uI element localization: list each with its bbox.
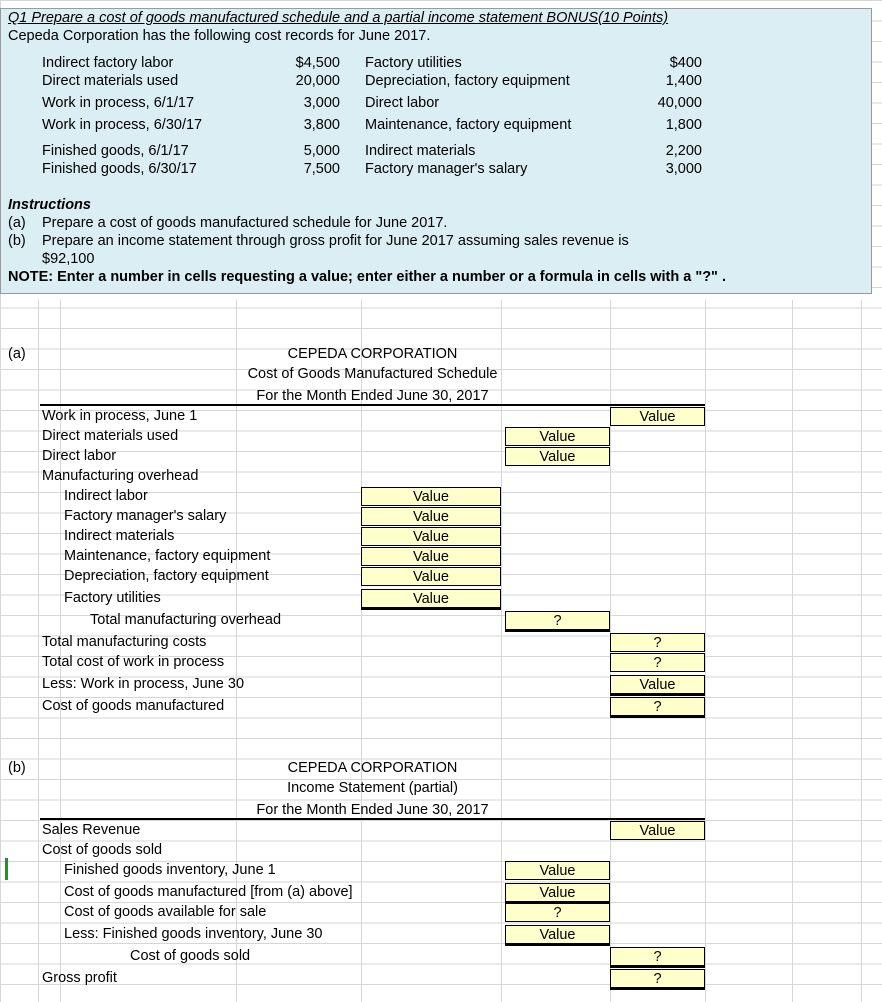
overhead-item-label: Depreciation, factory equipment bbox=[64, 568, 269, 584]
direct-labor-input[interactable]: Value bbox=[505, 447, 610, 466]
cogm-from-a-input[interactable]: Value bbox=[505, 883, 610, 904]
gross-profit-input[interactable]: ? bbox=[610, 969, 705, 990]
dm-used-label: Direct materials used bbox=[42, 428, 179, 444]
instructions-heading: Instructions bbox=[8, 197, 91, 213]
record-label: Indirect factory labor bbox=[42, 55, 174, 71]
cogm-label: Cost of goods manufactured bbox=[42, 698, 225, 714]
cogm-input[interactable]: ? bbox=[610, 697, 705, 718]
dm-used-input[interactable]: Value bbox=[505, 427, 610, 446]
overhead-item-input[interactable]: Value bbox=[361, 487, 501, 506]
record-label: Work in process, 6/1/17 bbox=[42, 95, 195, 111]
cost-available-input[interactable]: ? bbox=[505, 903, 610, 922]
overhead-item-label: Maintenance, factory equipment bbox=[64, 548, 271, 564]
cogs-label: Cost of goods sold bbox=[130, 948, 251, 964]
cogm-from-a-label: Cost of goods manufactured [from (a) above] bbox=[64, 884, 353, 900]
overhead-item-label: Factory manager's salary bbox=[64, 508, 227, 524]
question-title: Q1 Prepare a cost of goods manufactured schedule and a partial income statement BONUS(10 Points) bbox=[8, 10, 669, 26]
cost-available-label: Cost of goods available for sale bbox=[64, 904, 267, 920]
total-overhead-label: Total manufacturing overhead bbox=[90, 612, 282, 628]
record-label: Work in process, 6/30/17 bbox=[42, 117, 203, 133]
overhead-item-input[interactable]: Value bbox=[361, 567, 501, 586]
overhead-item-label: Factory utilities bbox=[64, 590, 161, 606]
record-value: 3,800 bbox=[303, 117, 340, 133]
total-cost-wip-input[interactable]: ? bbox=[610, 653, 705, 672]
record-label: Maintenance, factory equipment bbox=[365, 117, 572, 133]
record-label: Direct labor bbox=[365, 95, 440, 111]
record-value: $400 bbox=[669, 55, 702, 71]
record-value: 3,000 bbox=[303, 95, 340, 111]
overhead-item-input[interactable]: Value bbox=[361, 527, 501, 546]
overhead-item-input[interactable]: Value bbox=[361, 507, 501, 526]
sales-revenue-label: Sales Revenue bbox=[42, 822, 141, 838]
instruction-tag: (a) bbox=[8, 215, 26, 231]
part-a-tag: (a) bbox=[8, 346, 26, 362]
wip-start-label: Work in process, June 1 bbox=[42, 408, 198, 424]
fg-start-label: Finished goods inventory, June 1 bbox=[64, 862, 276, 878]
total-cost-wip-label: Total cost of work in process bbox=[42, 654, 225, 670]
record-value: 1,800 bbox=[665, 117, 702, 133]
record-value: 1,400 bbox=[665, 73, 702, 89]
overhead-item-label: Indirect materials bbox=[64, 528, 175, 544]
instruction-b-amount: $92,100 bbox=[42, 251, 95, 267]
fg-start-input[interactable]: Value bbox=[505, 861, 610, 880]
income-statement-period: For the Month Ended June 30, 2017 bbox=[256, 802, 489, 818]
record-value: 40,000 bbox=[657, 95, 702, 111]
active-row-marker bbox=[5, 858, 8, 880]
cogs-input[interactable]: ? bbox=[610, 947, 705, 968]
company-name: CEPEDA CORPORATION bbox=[287, 760, 458, 776]
record-value: 2,200 bbox=[665, 143, 702, 159]
record-value: 3,000 bbox=[665, 161, 702, 177]
record-value: $4,500 bbox=[295, 55, 340, 71]
wip-end-input[interactable]: Value bbox=[610, 675, 705, 696]
record-label: Depreciation, factory equipment bbox=[365, 73, 570, 89]
record-label: Finished goods, 6/1/17 bbox=[42, 143, 189, 159]
overhead-item-input[interactable]: Value bbox=[361, 547, 501, 566]
record-value: 7,500 bbox=[303, 161, 340, 177]
schedule-title: Cost of Goods Manufactured Schedule bbox=[247, 366, 498, 382]
sales-revenue-input[interactable]: Value bbox=[610, 821, 705, 840]
less-fg-end-label: Less: Finished goods inventory, June 30 bbox=[64, 926, 323, 942]
record-label: Factory utilities bbox=[365, 55, 462, 71]
mfg-overhead-label: Manufacturing overhead bbox=[42, 468, 199, 484]
record-label: Finished goods, 6/30/17 bbox=[42, 161, 197, 177]
part-b-tag: (b) bbox=[8, 760, 26, 776]
direct-labor-label: Direct labor bbox=[42, 448, 117, 464]
note: NOTE: Enter a number in cells requesting a value; enter either a number or a formula in cells with a "?" . bbox=[8, 269, 726, 285]
cogs-heading: Cost of goods sold bbox=[42, 842, 163, 858]
schedule-period: For the Month Ended June 30, 2017 bbox=[256, 388, 489, 404]
fg-end-input[interactable]: Value bbox=[505, 925, 610, 946]
instruction-b: Prepare an income statement through gross profit for June 2017 assuming sales revenue is bbox=[42, 233, 629, 249]
company-name: CEPEDA CORPORATION bbox=[287, 346, 458, 362]
record-label: Direct materials used bbox=[42, 73, 179, 89]
overhead-item-label: Indirect labor bbox=[64, 488, 148, 504]
total-mfg-costs-label: Total manufacturing costs bbox=[42, 634, 207, 650]
record-label: Indirect materials bbox=[365, 143, 476, 159]
total-overhead-input[interactable]: ? bbox=[505, 611, 610, 632]
overhead-item-input[interactable]: Value bbox=[361, 589, 501, 610]
instruction-tag: (b) bbox=[8, 233, 26, 249]
instruction-a: Prepare a cost of goods manufactured schedule for June 2017. bbox=[42, 215, 448, 231]
record-value: 5,000 bbox=[303, 143, 340, 159]
question-intro: Cepeda Corporation has the following cost records for June 2017. bbox=[8, 28, 431, 44]
total-mfg-costs-input[interactable]: ? bbox=[610, 633, 705, 652]
record-value: 20,000 bbox=[295, 73, 340, 89]
gross-profit-label: Gross profit bbox=[42, 970, 117, 986]
wip-start-input[interactable]: Value bbox=[610, 407, 705, 426]
income-statement-title: Income Statement (partial) bbox=[287, 780, 458, 796]
less-wip-end-label: Less: Work in process, June 30 bbox=[42, 676, 245, 692]
record-label: Factory manager's salary bbox=[365, 161, 528, 177]
